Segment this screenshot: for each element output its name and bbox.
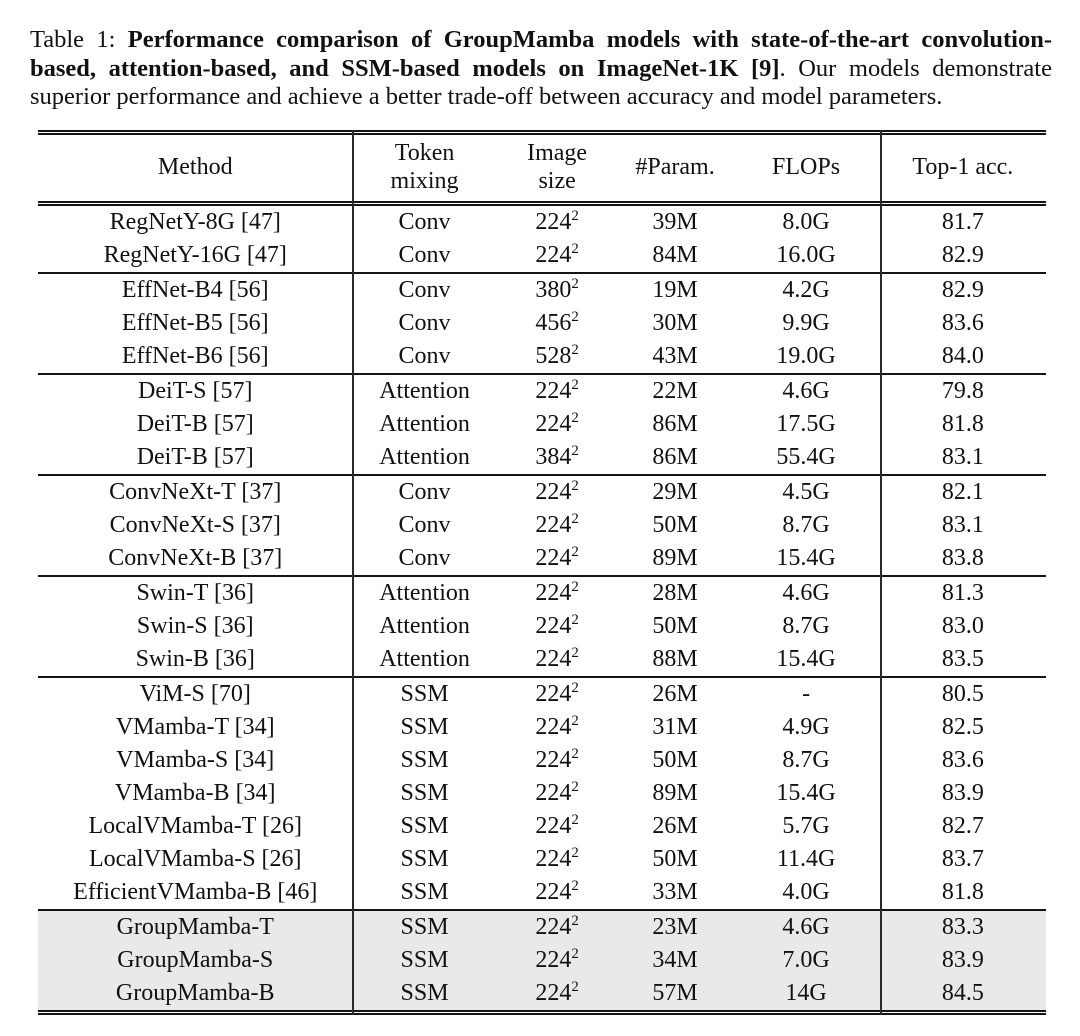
cell-token-mixing: SSM	[400, 713, 449, 740]
cell-flops: 8.7G	[782, 511, 830, 538]
cell-params: 50M	[652, 511, 698, 538]
cell-top1-acc: 82.9	[941, 276, 984, 303]
cell-method: GroupMamba-T	[38, 911, 352, 944]
cell-params: 23M	[618, 911, 733, 944]
vertical-rule-left	[352, 130, 354, 1015]
cell-flops: 55.4G	[776, 443, 836, 470]
cell-flops: 17.5G	[776, 410, 836, 437]
table-row	[38, 542, 1046, 575]
cell-flops: 8.0G	[782, 208, 830, 235]
cell-method: DeiT-B [57]	[136, 410, 254, 437]
cell-method: EffNet-B4 [56]	[121, 276, 269, 303]
cell-token-mixing: Attention	[379, 579, 470, 606]
cell-image-size: $224^2$	[535, 844, 579, 872]
table-row	[38, 843, 1046, 876]
table-row	[38, 476, 1046, 509]
cell-method: ConvNeXt-S [37]	[109, 511, 281, 538]
cell-params: 26M	[652, 680, 698, 707]
table-caption	[30, 26, 1052, 112]
cell-token-mixing: Attention	[379, 612, 470, 639]
cell-image-size: $224^2$	[535, 811, 579, 839]
cell-top1-acc: 80.5	[941, 680, 984, 707]
cell-flops: 8.7G	[782, 612, 830, 639]
cell-token-mixing: Attention	[379, 410, 470, 437]
cell-params: 29M	[652, 478, 698, 505]
cell-params: 43M	[652, 342, 698, 369]
cell-method: VMamba-B [34]	[114, 779, 276, 806]
table-row	[38, 375, 1046, 408]
cell-token-mixing: Conv	[398, 544, 451, 571]
cell-params: 19M	[652, 276, 698, 303]
col-image-size: Image size	[527, 140, 588, 194]
cell-method: ConvNeXt-B [37]	[108, 544, 283, 571]
cell-image-size: $224^2$	[497, 944, 618, 977]
cell-method: EffNet-B6 [56]	[121, 342, 269, 369]
vertical-rule-right	[880, 130, 882, 1015]
table-row	[38, 577, 1046, 610]
cell-method: Swin-S [36]	[136, 612, 254, 639]
cell-params: 86M	[652, 443, 698, 470]
cell-method: RegNetY-16G [47]	[103, 241, 287, 268]
table-row	[38, 274, 1046, 307]
cell-flops: -	[802, 680, 811, 707]
cell-image-size: $224^2$	[535, 578, 579, 606]
cell-top1-acc: 83.9	[941, 779, 984, 806]
table-row	[38, 977, 1046, 1010]
cell-params: 88M	[652, 645, 698, 672]
cell-top1-acc: 84.5	[880, 977, 1046, 1010]
cell-top1-acc: 83.3	[880, 911, 1046, 944]
col-method: Method	[157, 154, 233, 181]
table-row	[38, 408, 1046, 441]
cell-image-size: $224^2$	[497, 911, 618, 944]
group	[38, 476, 1046, 575]
cell-flops: 4.6G	[732, 911, 879, 944]
cell-flops: 19.0G	[776, 342, 836, 369]
cell-token-mixing: Conv	[398, 309, 451, 336]
cell-token-mixing: SSM	[352, 977, 496, 1010]
cell-top1-acc: 83.9	[880, 944, 1046, 977]
cell-method: DeiT-S [57]	[138, 377, 253, 404]
cell-params: 30M	[652, 309, 698, 336]
cell-method: Swin-T [36]	[136, 579, 255, 606]
cell-image-size: $456^2$	[535, 308, 579, 336]
cell-method: DeiT-B [57]	[136, 443, 254, 470]
table-row	[38, 777, 1046, 810]
cell-flops: 4.6G	[782, 579, 830, 606]
cell-image-size: $224^2$	[535, 778, 579, 806]
cell-image-size: $224^2$	[535, 712, 579, 740]
cell-image-size: $384^2$	[535, 442, 579, 470]
col-token-mixing: Token mixing	[390, 140, 459, 194]
cell-token-mixing: Conv	[398, 208, 451, 235]
cell-top1-acc: 81.8	[941, 410, 984, 437]
caption-bold: Performance comparison of GroupMamba models with state-of-the-art convolution-based, attention-based, and SSM-based models on ImageNet-1K [9]	[30, 26, 1052, 82]
cell-flops: 4.5G	[782, 478, 830, 505]
cell-token-mixing: Attention	[379, 377, 470, 404]
cell-flops: 5.7G	[782, 812, 830, 839]
cell-token-mixing: SSM	[400, 746, 449, 773]
cell-flops: 7.0G	[732, 944, 879, 977]
cell-params: 89M	[652, 779, 698, 806]
cell-params: 33M	[652, 878, 698, 905]
cell-token-mixing: Conv	[398, 276, 451, 303]
cell-token-mixing: SSM	[352, 944, 496, 977]
cell-top1-acc: 81.3	[941, 579, 984, 606]
cell-top1-acc: 83.1	[941, 511, 984, 538]
cell-token-mixing: Attention	[379, 645, 470, 672]
cell-image-size: $224^2$	[535, 679, 579, 707]
cell-top1-acc: 83.0	[941, 612, 984, 639]
cell-flops: 15.4G	[776, 544, 836, 571]
table-header	[38, 135, 1046, 201]
cell-image-size: $224^2$	[497, 977, 618, 1010]
table-row	[38, 810, 1046, 843]
cell-params: 86M	[652, 410, 698, 437]
cell-method: LocalVMamba-T [26]	[88, 812, 302, 839]
cell-params: 50M	[652, 845, 698, 872]
cell-top1-acc: 82.7	[941, 812, 984, 839]
cell-params: 26M	[652, 812, 698, 839]
cell-params: 22M	[652, 377, 698, 404]
table-row	[38, 711, 1046, 744]
cell-token-mixing: SSM	[400, 878, 449, 905]
caption-prefix: Table 1:	[30, 26, 128, 53]
cell-params: 34M	[618, 944, 733, 977]
cell-top1-acc: 84.0	[941, 342, 984, 369]
cell-top1-acc: 81.8	[941, 878, 984, 905]
cell-flops: 15.4G	[776, 779, 836, 806]
cell-top1-acc: 81.7	[941, 208, 984, 235]
cell-image-size: $224^2$	[535, 745, 579, 773]
cell-image-size: $380^2$	[535, 275, 579, 303]
table-row	[38, 643, 1046, 676]
cell-flops: 16.0G	[776, 241, 836, 268]
table-row	[38, 441, 1046, 474]
cell-flops: 11.4G	[776, 845, 836, 872]
cell-flops: 14G	[732, 977, 879, 1010]
cell-params: 28M	[652, 579, 698, 606]
cell-top1-acc: 82.9	[941, 241, 984, 268]
cell-token-mixing: SSM	[400, 812, 449, 839]
cell-flops: 4.2G	[782, 276, 830, 303]
cell-method: VMamba-S [34]	[116, 746, 275, 773]
cell-params: 89M	[652, 544, 698, 571]
cell-image-size: $224^2$	[535, 543, 579, 571]
cell-token-mixing: Conv	[398, 342, 451, 369]
cell-method: EfficientVMamba-B [46]	[73, 878, 318, 905]
cell-token-mixing: Conv	[398, 478, 451, 505]
table-row	[38, 509, 1046, 542]
group	[38, 375, 1046, 474]
cell-top1-acc: 83.7	[941, 845, 984, 872]
table-row	[38, 744, 1046, 777]
table-row	[38, 876, 1046, 909]
cell-flops: 15.4G	[776, 645, 836, 672]
group-highlighted	[38, 911, 1046, 1010]
cell-top1-acc: 83.5	[941, 645, 984, 672]
cell-flops: 4.0G	[782, 878, 830, 905]
cell-params: 39M	[652, 208, 698, 235]
cell-method: VMamba-T [34]	[115, 713, 275, 740]
table-row	[38, 678, 1046, 711]
cell-image-size: $224^2$	[535, 611, 579, 639]
cell-flops: 4.6G	[782, 377, 830, 404]
col-top1-acc: Top-1 acc.	[912, 154, 1014, 181]
cell-token-mixing: Conv	[398, 241, 451, 268]
cell-method: GroupMamba-B	[38, 977, 352, 1010]
cell-top1-acc: 83.6	[941, 746, 984, 773]
cell-params: 84M	[652, 241, 698, 268]
cell-top1-acc: 82.5	[941, 713, 984, 740]
cell-image-size: $224^2$	[535, 477, 579, 505]
cell-image-size: $224^2$	[535, 207, 579, 235]
cell-params: 57M	[618, 977, 733, 1010]
table-row	[38, 206, 1046, 239]
cell-top1-acc: 83.1	[941, 443, 984, 470]
cell-token-mixing: SSM	[400, 845, 449, 872]
col-flops: FLOPs	[772, 154, 841, 181]
table-row	[38, 911, 1046, 944]
cell-image-size: $224^2$	[535, 877, 579, 905]
cell-image-size: $224^2$	[535, 376, 579, 404]
cell-image-size: $528^2$	[535, 341, 579, 369]
cell-params: 31M	[652, 713, 698, 740]
cell-method: ConvNeXt-T [37]	[109, 478, 282, 505]
cell-method: Swin-B [36]	[135, 645, 255, 672]
cell-flops: 9.9G	[782, 309, 830, 336]
col-params: #Param.	[635, 154, 715, 181]
group	[38, 678, 1046, 909]
table-row	[38, 340, 1046, 373]
table-row	[38, 944, 1046, 977]
caption-rest: . Our models demonstrate superior performance and achieve a better trade-off between accuracy and model parameters.	[30, 54, 1052, 111]
group	[38, 206, 1046, 272]
cell-params: 50M	[652, 746, 698, 773]
table-row	[38, 307, 1046, 340]
cell-flops: 8.7G	[782, 746, 830, 773]
cell-token-mixing: SSM	[352, 911, 496, 944]
cell-top1-acc: 83.6	[941, 309, 984, 336]
cell-token-mixing: Conv	[398, 511, 451, 538]
cell-method: GroupMamba-S	[38, 944, 352, 977]
cell-top1-acc: 83.8	[941, 544, 984, 571]
bottom-rule	[38, 1010, 1046, 1015]
cell-token-mixing: SSM	[400, 779, 449, 806]
cell-top1-acc: 82.1	[941, 478, 984, 505]
cell-token-mixing: SSM	[400, 680, 449, 707]
cell-method: RegNetY-8G [47]	[109, 208, 281, 235]
header-row	[38, 135, 1046, 201]
cell-method: LocalVMamba-S [26]	[88, 845, 302, 872]
cell-image-size: $224^2$	[535, 409, 579, 437]
cell-method: ViM-S [70]	[139, 680, 251, 707]
cell-image-size: $224^2$	[535, 240, 579, 268]
cell-top1-acc: 79.8	[941, 377, 984, 404]
group	[38, 274, 1046, 373]
cell-token-mixing: Attention	[379, 443, 470, 470]
cell-image-size: $224^2$	[535, 510, 579, 538]
cell-flops: 4.9G	[782, 713, 830, 740]
group	[38, 577, 1046, 676]
table-row	[38, 239, 1046, 272]
cell-params: 50M	[652, 612, 698, 639]
comparison-table	[38, 135, 1046, 1010]
cell-method: EffNet-B5 [56]	[121, 309, 269, 336]
cell-image-size: $224^2$	[535, 644, 579, 672]
results-table	[38, 130, 1046, 1015]
table-row	[38, 610, 1046, 643]
